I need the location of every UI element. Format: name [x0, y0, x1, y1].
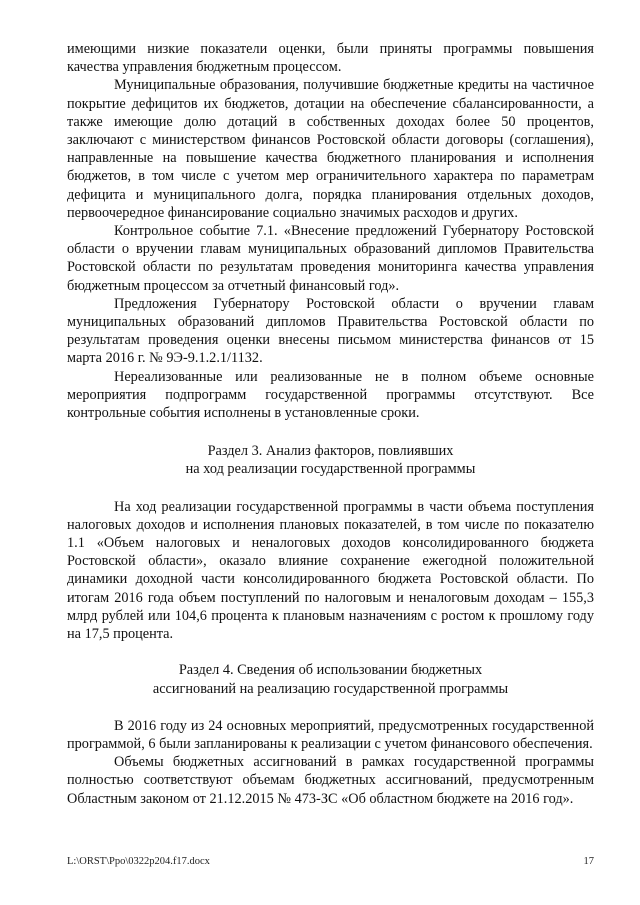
document-page: [67, 40, 594, 808]
paragraph: Нереализованные или реализованные не в полном объеме основные мероприятия подпрограмм государственной программы отсутствуют. Все контрольные события исполнены в установленные сроки.: [67, 368, 594, 422]
section-4-title-line-1: Раздел 4. Сведения об использовании бюджетных: [178, 662, 483, 679]
paragraph: Муниципальные образования, получившие бюджетные кредиты на частичное покрытие дефицитов их бюджетов, дотации на обеспечение сбалансированности, а также имеющие долю дотаций в собственных доходах более 50 процентов, заключают с министерством финансов Ростовской области договоры (соглашения), направленные на повышение качества бюджетного планирования и исполнения бюджетов, в том числе с учетом мер ограничительного характера по параметрам дефицита и муниципального долга, порядка планирования отдельных доходов, первоочередное финансирование социально значимых расходов и других.: [67, 77, 594, 221]
paragraph: имеющими низкие показатели оценки, были приняты программы повышения качества управления бюджетным процессом.: [67, 41, 594, 76]
section-3-title-line-1: Раздел 3. Анализ факторов, повлиявших: [207, 443, 454, 460]
section-4-paragraph: Объемы бюджетных ассигнований в рамках государственной программы полностью соответствуют объемам бюджетных ассигнований, предусмотренным Областным законом от 21.12.2015 № 473-ЗС «Об областном бюджете на 2016 год».: [67, 754, 594, 807]
page-footer: [67, 856, 594, 868]
paragraph: Предложения Губернатору Ростовской области о вручении главам муниципальных образований дипломов Правительства Ростовской области по результатам проведения оценки внесены письмом министерства финансов от 15 марта 2016 г. № 9Э-9.1.2.1/1132.: [67, 295, 594, 367]
section-4-title-line-2: ассигнований на реализацию государственной программы: [152, 680, 509, 697]
section-3-heading: [67, 442, 594, 478]
section-3-title-line-2: на ход реализации государственной программы: [185, 461, 476, 478]
section-4-heading: [67, 661, 594, 697]
section-4-paragraph: В 2016 году из 24 основных мероприятий, предусмотренных государственной программой, 6 были запланированы к реализации с учетом финансового обеспечения.: [67, 717, 594, 752]
section-3-paragraph: На ход реализации государственной программы в части объема поступления налоговых доходов и исполнения плановых показателей, в том числе по показателю 1.1 «Объем налоговых и неналоговых доходов консолидированного бюджета Ростовской области», оказало влияние сохранение ежегодной положительной динамики доходной части консолидированного бюджета Ростовской области. По итогам 2016 года объем поступлений по налоговым и неналоговым доходам – 155,3 млрд рублей или 104,6 процента к плановым назначениям с ростом к прошлому году на 17,5 процента.: [67, 498, 594, 643]
page-number: 17: [583, 856, 594, 867]
footer-file-path: L:\ORST\Ppo\0322p204.f17.docx: [67, 856, 210, 867]
paragraph: Контрольное событие 7.1. «Внесение предложений Губернатору Ростовской области о вручении главам муниципальных образований дипломов Правительства Ростовской области по результатам проведения мониторинга качества управления бюджетным процессом за отчетный финансовый год».: [67, 223, 594, 294]
